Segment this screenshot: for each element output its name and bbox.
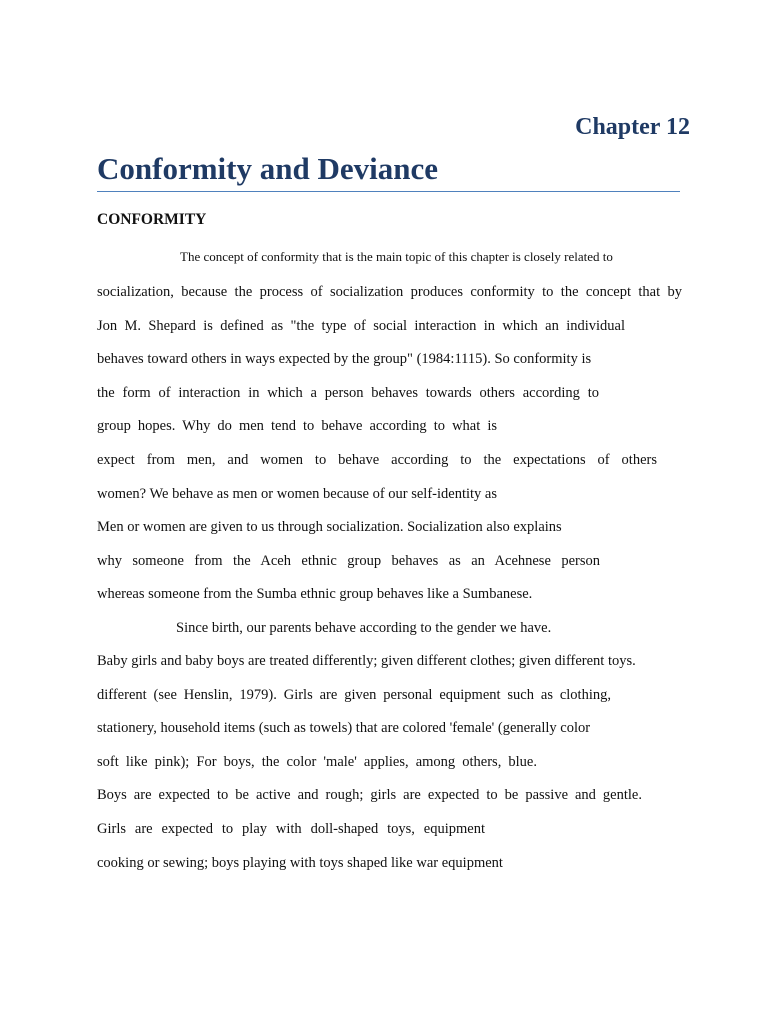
body-line: cooking or sewing; boys playing with toys shaped like war equipment (97, 855, 503, 871)
section-heading: CONFORMITY (97, 211, 207, 228)
title-rule (97, 191, 680, 192)
body-line: behaves toward others in ways expected by the group" (1984:1115). So conformity is (97, 351, 592, 367)
body-line: soft like pink); For boys, the color 'male' applies, among others, blue. (97, 754, 537, 770)
body-line: Since birth, our parents behave according to the gender we have. (176, 620, 552, 636)
chapter-label: Chapter 12 (575, 114, 690, 140)
body-line: Jon M. Shepard is defined as "the type of social interaction in which an individual (97, 318, 625, 334)
body-line: expect from men, and women to behave according to the expectations of others (97, 452, 657, 468)
body-line: the form of interaction in which a person behaves towards others according to (97, 385, 599, 401)
body-line: different (see Henslin, 1979). Girls are given personal equipment such as clothing, (97, 687, 611, 703)
body-line: Men or women are given to us through socialization. Socialization also explains (97, 519, 562, 535)
body-line: whereas someone from the Sumba ethnic group behaves like a Sumbanese. (97, 586, 533, 602)
body-line: women? We behave as men or women because of our self-identity as (97, 486, 497, 502)
chapter-title: Conformity and Deviance (97, 151, 438, 186)
body-line: group hopes. Why do men tend to behave according to what is (97, 418, 497, 434)
body-line: stationery, household items (such as towels) that are colored 'female' (generally color (97, 720, 591, 736)
body-line: Girls are expected to play with doll-shaped toys, equipment (97, 821, 485, 837)
body-line: why someone from the Aceh ethnic group behaves as an Acehnese person (97, 553, 600, 569)
body-line: Baby girls and baby boys are treated differently; given different clothes; given different toys. (97, 653, 636, 669)
body-line: socialization, because the process of socialization produces conformity to the concept that by (97, 284, 682, 300)
body-line: The concept of conformity that is the main topic of this chapter is closely related to (180, 249, 613, 264)
body-line: Boys are expected to be active and rough; girls are expected to be passive and gentle. (97, 787, 642, 803)
